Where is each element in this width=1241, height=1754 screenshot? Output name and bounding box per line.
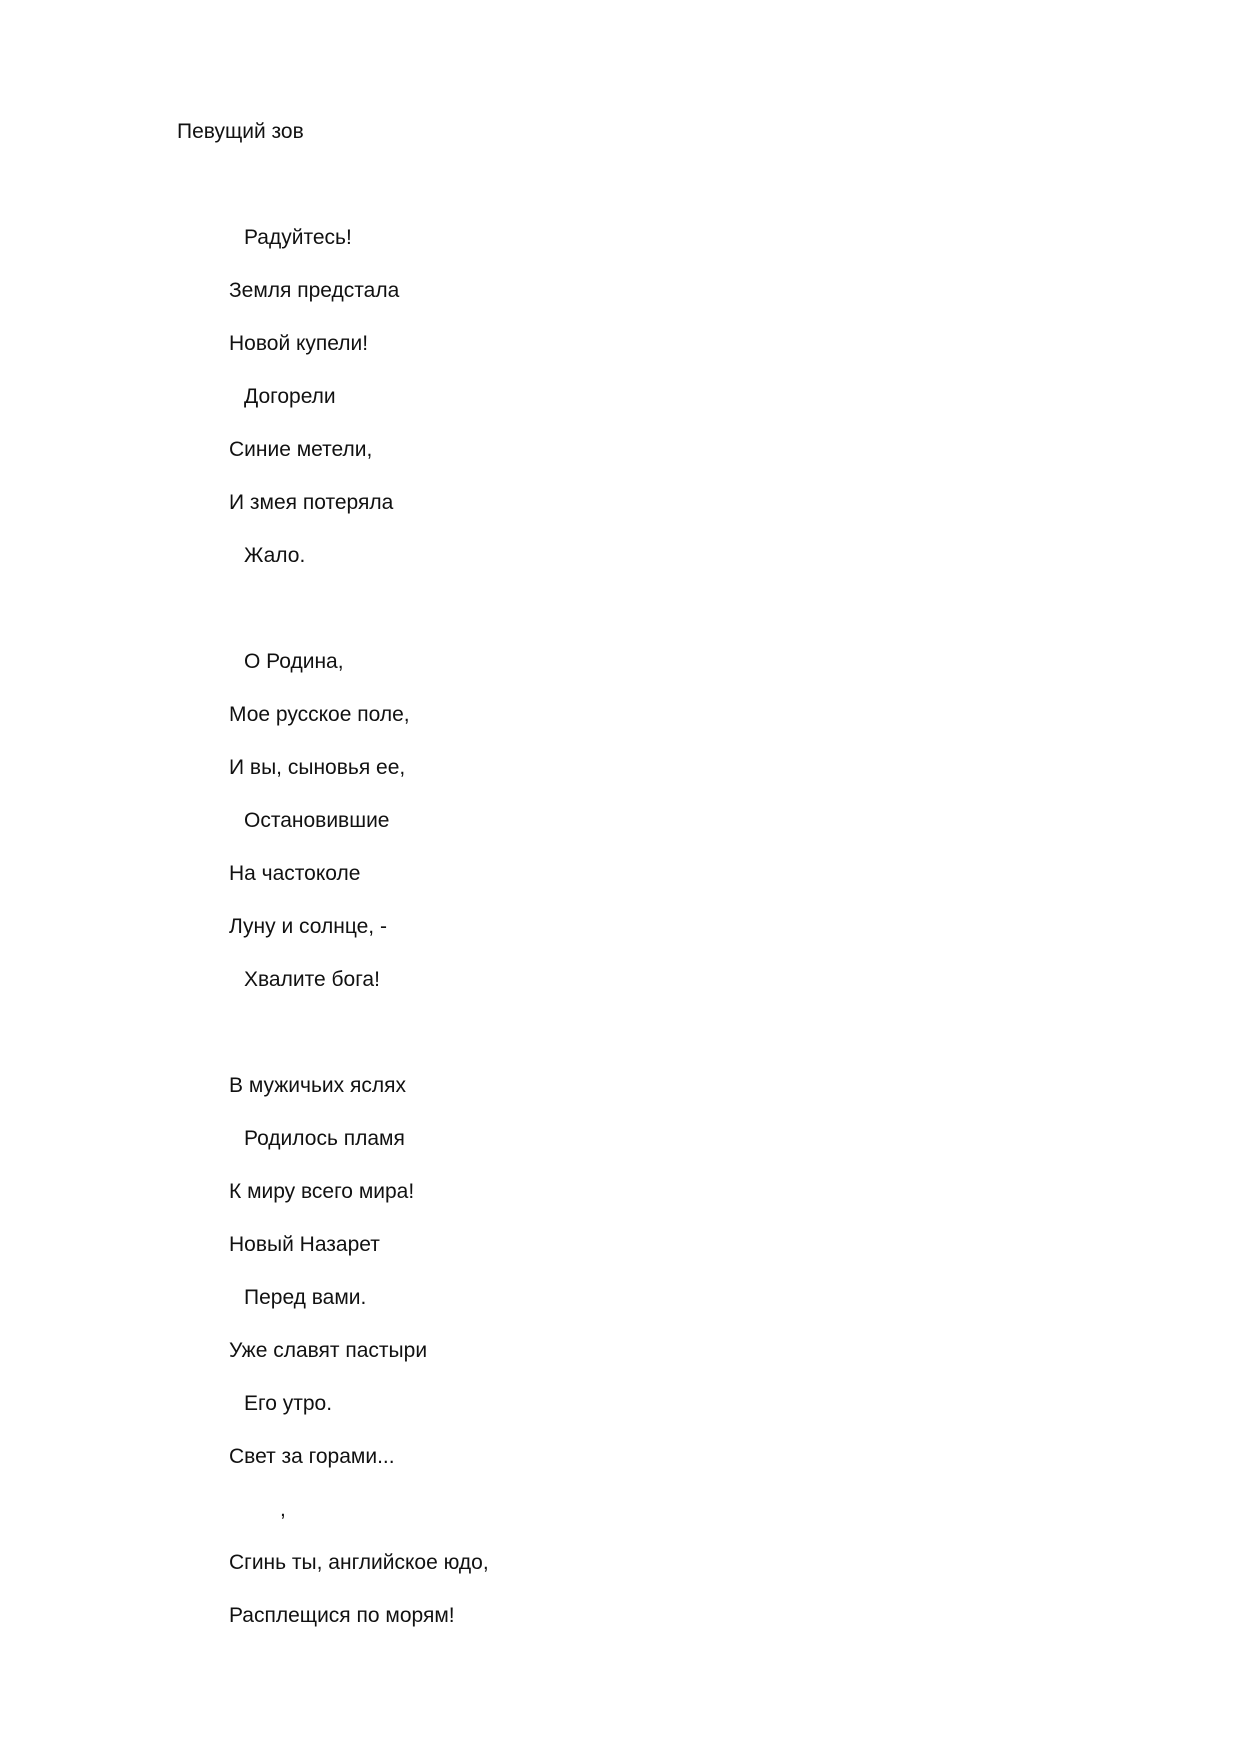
poem-line: Расплещися по морям! [229,1604,455,1627]
poem-line: Сгинь ты, английское юдо, [229,1551,489,1574]
poem-line: Уже славят пастыри [229,1339,428,1362]
poem-line: Мое русское поле, [229,703,410,726]
poem-line: , [280,1498,286,1521]
poem-line: На частоколе [229,862,361,885]
poem-line: Новой купели! [229,332,369,355]
poem-title: Певущий зов [177,120,304,143]
poem-line: Хвалите бога! [244,968,380,991]
poem-line: И вы, сыновья ее, [229,756,406,779]
poem-line: К миру всего мира! [229,1180,415,1203]
poem-line: Жало. [244,544,306,567]
poem-line: Остановившие [244,809,390,832]
poem-line: Перед вами. [244,1286,367,1309]
poem-line: Луну и солнце, - [229,915,387,938]
poem-line: Земля предстала [229,279,400,302]
poem-line: Догорели [244,385,336,408]
poem-line: В мужичьих яслях [229,1074,406,1097]
poem-line: О Родина, [244,650,344,673]
poem-line: Радуйтесь! [244,226,352,249]
poem-line: Новый Назарет [229,1233,380,1256]
poem-line: Его утро. [244,1392,333,1415]
poem-line: Родилось пламя [244,1127,405,1150]
poem-line: Свет за горами... [229,1445,395,1468]
poem-line: Синие метели, [229,438,373,461]
poem-line: И змея потеряла [229,491,394,514]
